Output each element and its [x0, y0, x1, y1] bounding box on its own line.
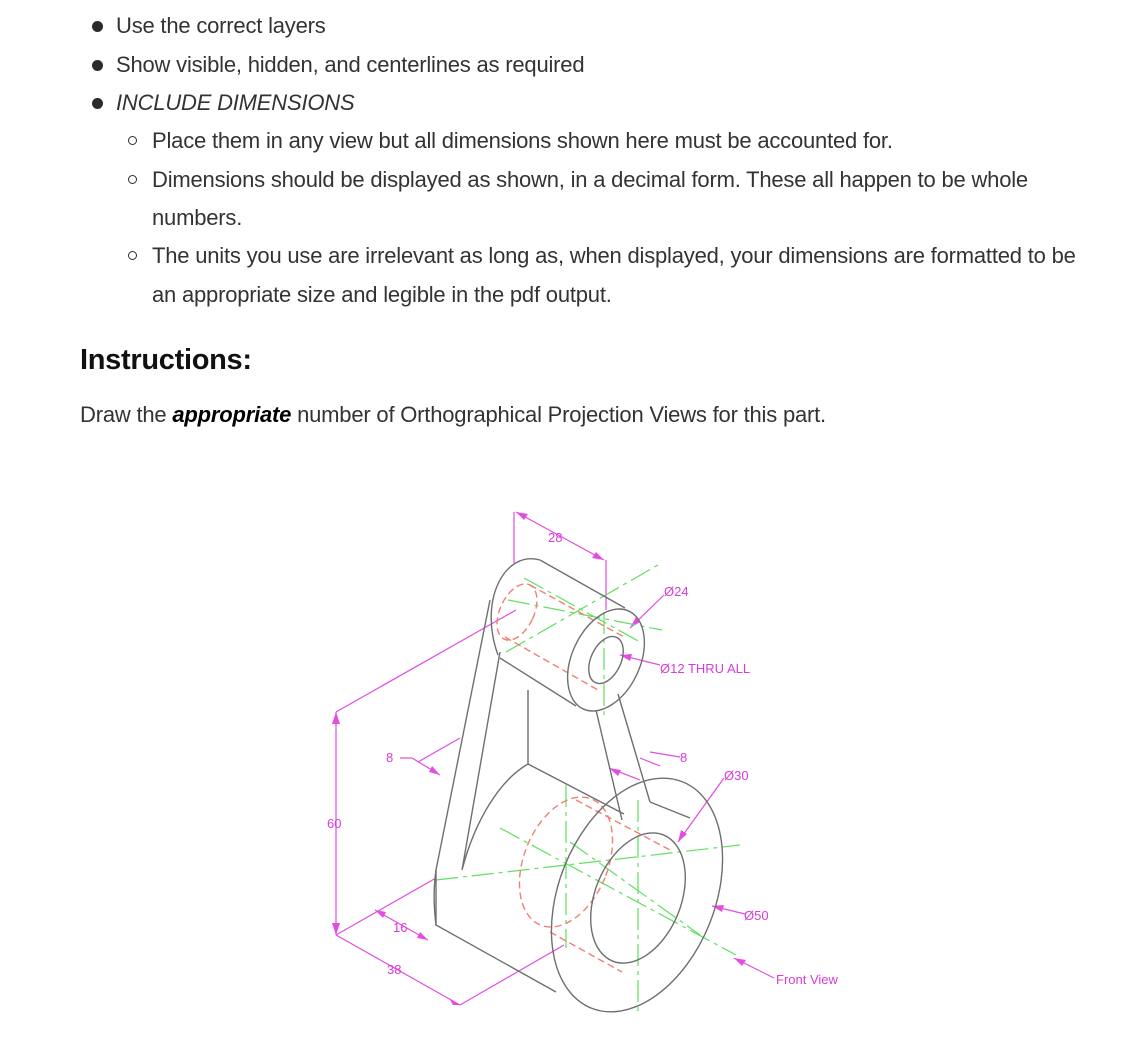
leader-8	[650, 752, 680, 757]
hidden-line	[505, 637, 598, 690]
instruction-before: Draw the	[80, 402, 173, 427]
dim-8-right: 8	[680, 750, 688, 765]
dim-d30: Ø30	[724, 768, 749, 783]
list-item-dimensions: INCLUDE DIMENSIONS	[116, 90, 355, 115]
extension-line	[418, 738, 460, 762]
list-item-lines: Show visible, hidden, and centerlines as required	[116, 52, 585, 77]
arrowhead	[417, 932, 428, 940]
centerline	[570, 842, 700, 935]
dim-8-left: 8	[386, 750, 394, 765]
arrowhead	[332, 712, 340, 724]
dim-60: 60	[327, 816, 342, 831]
centerlines	[436, 565, 740, 1014]
dim-16: 16	[393, 920, 408, 935]
dim-28: 28	[548, 530, 563, 545]
instruction-emphasis: appropriate	[172, 402, 292, 427]
centerline	[508, 600, 662, 630]
extension-line	[640, 758, 660, 766]
extension-line	[336, 878, 436, 935]
edge	[528, 764, 624, 814]
edge	[491, 559, 540, 655]
object-lines	[434, 559, 755, 1038]
arrowhead	[734, 958, 746, 966]
leader-d30	[678, 778, 724, 842]
sub-item-decimal: Dimensions should be displayed as shown, in a decimal form. These all happen to be whole	[152, 167, 1028, 192]
arrowhead	[375, 910, 386, 918]
sub-item-placement: Place them in any view but all dimensions shown here must be accounted for.	[152, 128, 893, 153]
edge	[540, 560, 625, 608]
centerline	[500, 828, 736, 955]
base-edge	[436, 870, 556, 992]
dim-38: 38	[387, 962, 402, 977]
edge	[500, 658, 576, 706]
list-item-layers: Use the correct layers	[116, 13, 326, 38]
extension-line	[460, 945, 564, 1005]
extension-line	[336, 610, 516, 712]
sub-item-units-cont: an appropriate size and legible in the pdf output.	[152, 282, 612, 307]
lower-boss-face	[519, 753, 755, 1038]
hidden-bore-back	[489, 578, 545, 647]
sub-item-units: The units you use are irrelevant as long as, when displayed, your dimensions are formatted to be	[152, 243, 1076, 268]
arrowhead	[516, 512, 528, 520]
sub-item-decimal-cont: numbers.	[152, 205, 243, 230]
arm-edge	[596, 710, 622, 820]
front-view-label: Front View	[776, 972, 838, 987]
edge	[650, 802, 690, 818]
dim-d12: Ø12 THRU ALL	[660, 661, 751, 676]
instructions-heading: Instructions:	[80, 344, 252, 376]
dim-d24: Ø24	[664, 584, 689, 599]
hidden-line	[550, 932, 622, 972]
upper-bore-front	[582, 631, 630, 689]
arrowhead	[592, 552, 604, 560]
arrowhead	[429, 766, 440, 775]
instruction-after: number of Orthographical Projection Views for this part.	[291, 402, 826, 427]
hidden-line	[576, 800, 670, 850]
dim-d50: Ø50	[744, 908, 769, 923]
